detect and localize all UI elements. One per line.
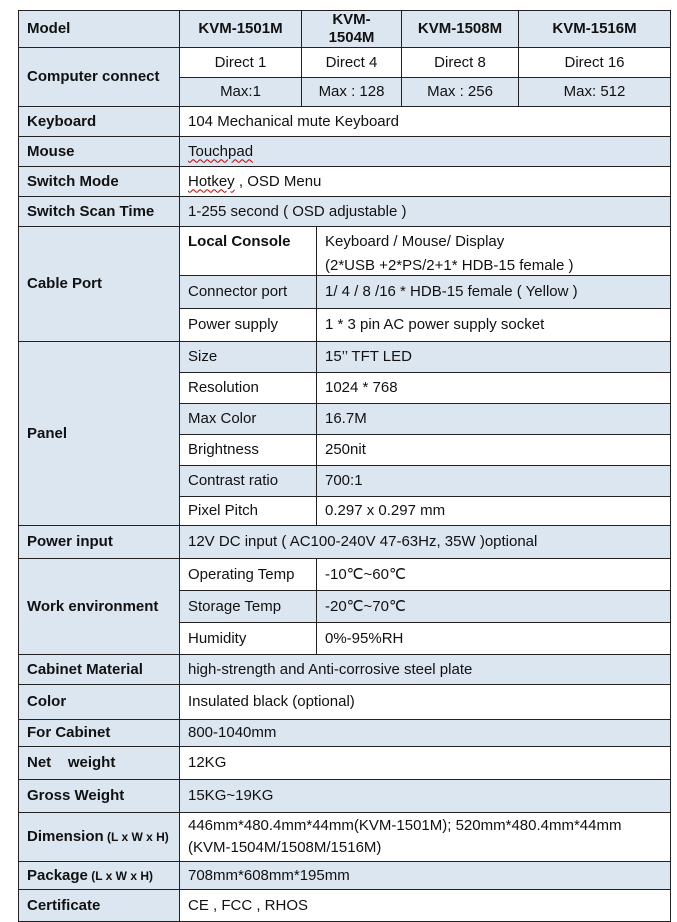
panel-brightness-key: Brightness: [180, 435, 317, 466]
header-row: [19, 11, 671, 48]
model-kvm-1516m: KVM-1516M: [519, 11, 671, 48]
for-cabinet-label: For Cabinet: [19, 720, 180, 747]
switch-mode-label: Switch Mode: [19, 167, 180, 197]
switch-mode-row: [19, 167, 671, 197]
cable-port-label: Cable Port: [19, 227, 180, 342]
switch-scan-time-value: 1-255 second ( OSD adjustable ): [180, 197, 671, 227]
operating-temp-key: Operating Temp: [180, 559, 317, 591]
panel-label: Panel: [19, 342, 180, 526]
work-env-operating-row: [19, 559, 671, 591]
for-cabinet-value: 800-1040mm: [180, 720, 671, 747]
switch-mode-osd: , OSD Menu: [234, 172, 322, 190]
package-value: 708mm*608mm*195mm: [180, 862, 671, 890]
model-kvm-1501m: KVM-1501M: [180, 11, 302, 48]
max-1501m: Max:1: [180, 78, 302, 107]
direct-1501m: Direct 1: [180, 48, 302, 78]
dimension-row: [19, 813, 671, 862]
panel-size-row: [19, 342, 671, 373]
gross-weight-label: Gross Weight: [19, 780, 180, 813]
color-value: Insulated black (optional): [180, 685, 671, 720]
panel-size-key: Size: [180, 342, 317, 373]
gross-weight-row: [19, 780, 671, 813]
mouse-row: [19, 137, 671, 167]
dimension-line2: (KVM-1504M/1508M/1516M): [188, 839, 382, 856]
computer-connect-direct-row: [19, 48, 671, 78]
switch-mode-value-cell: [180, 167, 671, 197]
operating-temp-value: -10℃~60℃: [317, 559, 671, 591]
package-label: Package: [27, 866, 88, 884]
mouse-value: Touchpad: [188, 142, 254, 160]
model-kvm-1508m: KVM-1508M: [402, 11, 519, 48]
panel-contrast-key: Contrast ratio: [180, 466, 317, 497]
cabinet-material-value: high-strength and Anti-corrosive steel plate: [180, 655, 671, 685]
package-row: [19, 862, 671, 890]
panel-resolution-key: Resolution: [180, 373, 317, 404]
dimension-label: Dimension: [27, 828, 104, 845]
dimension-label-suffix: (L x W x H): [103, 830, 169, 844]
spec-table: [18, 10, 671, 922]
mouse-label: Mouse: [19, 137, 180, 167]
cable-port-local-console-row: [19, 227, 671, 276]
work-environment-label: Work environment: [19, 559, 180, 655]
panel-resolution-value: 1024 * 768: [317, 373, 671, 404]
certificate-label: Certificate: [19, 890, 180, 922]
dimension-value: [180, 813, 671, 862]
direct-1516m: Direct 16: [519, 48, 671, 78]
direct-1504m: Direct 4: [302, 48, 402, 78]
certificate-value: CE , FCC , RHOS: [180, 890, 671, 922]
direct-1508m: Direct 8: [402, 48, 519, 78]
panel-pixel-pitch-value: 0.297 x 0.297 mm: [317, 497, 671, 526]
package-label-cell: [19, 862, 180, 890]
power-input-row: [19, 526, 671, 559]
dimension-label-cell: [19, 813, 180, 862]
local-console-value: [317, 227, 671, 276]
keyboard-value: 104 Mechanical mute Keyboard: [180, 107, 671, 137]
panel-size-value: 15’’ TFT LED: [317, 342, 671, 373]
storage-temp-key: Storage Temp: [180, 591, 317, 623]
package-label-suffix: (L x W x H): [87, 868, 154, 883]
switch-mode-hotkey: Hotkey: [188, 172, 235, 190]
switch-scan-time-row: [19, 197, 671, 227]
panel-max-color-key: Max Color: [180, 404, 317, 435]
color-label: Color: [19, 685, 180, 720]
net-weight-row: [19, 747, 671, 780]
panel-max-color-value: 16.7M: [317, 404, 671, 435]
power-supply-value: 1 * 3 pin AC power supply socket: [317, 309, 671, 342]
for-cabinet-row: [19, 720, 671, 747]
computer-connect-label: Computer connect: [19, 48, 180, 107]
gross-weight-value: 15KG~19KG: [180, 780, 671, 813]
model-label: Model: [19, 11, 180, 48]
max-1504m: Max : 128: [302, 78, 402, 107]
panel-pixel-pitch-key: Pixel Pitch: [180, 497, 317, 526]
cabinet-material-label: Cabinet Material: [19, 655, 180, 685]
keyboard-row: [19, 107, 671, 137]
connector-port-value: 1/ 4 / 8 /16 * HDB-15 female ( Yellow ): [317, 276, 671, 309]
power-input-value: 12V DC input ( AC100-240V 47-63Hz, 35W )optional: [180, 526, 671, 559]
model-kvm-1504m: KVM-1504M: [302, 11, 402, 48]
net-weight-value: 12KG: [180, 747, 671, 780]
mouse-value-cell: [180, 137, 671, 167]
power-supply-key: Power supply: [180, 309, 317, 342]
max-1508m: Max : 256: [402, 78, 519, 107]
humidity-value: 0%-95%RH: [317, 623, 671, 655]
local-console-line2: (2*USB +2*PS/2+1* HDB-15 female ): [325, 257, 574, 274]
panel-brightness-value: 250nit: [317, 435, 671, 466]
connector-port-key: Connector port: [180, 276, 317, 309]
net-weight-label: Net weight: [19, 747, 180, 780]
local-console-line1: Keyboard / Mouse/ Display: [325, 233, 505, 250]
certificate-row: [19, 890, 671, 922]
humidity-key: Humidity: [180, 623, 317, 655]
switch-scan-time-label: Switch Scan Time: [19, 197, 180, 227]
keyboard-label: Keyboard: [19, 107, 180, 137]
storage-temp-value: -20℃~70℃: [317, 591, 671, 623]
panel-contrast-value: 700:1: [317, 466, 671, 497]
local-console-key: Local Console: [180, 227, 317, 276]
max-1516m: Max: 512: [519, 78, 671, 107]
power-input-label: Power input: [19, 526, 180, 559]
color-row: [19, 685, 671, 720]
cabinet-material-row: [19, 655, 671, 685]
dimension-line1: 446mm*480.4mm*44mm(KVM-1501M); 520mm*480.4mm*44mm: [188, 817, 622, 834]
